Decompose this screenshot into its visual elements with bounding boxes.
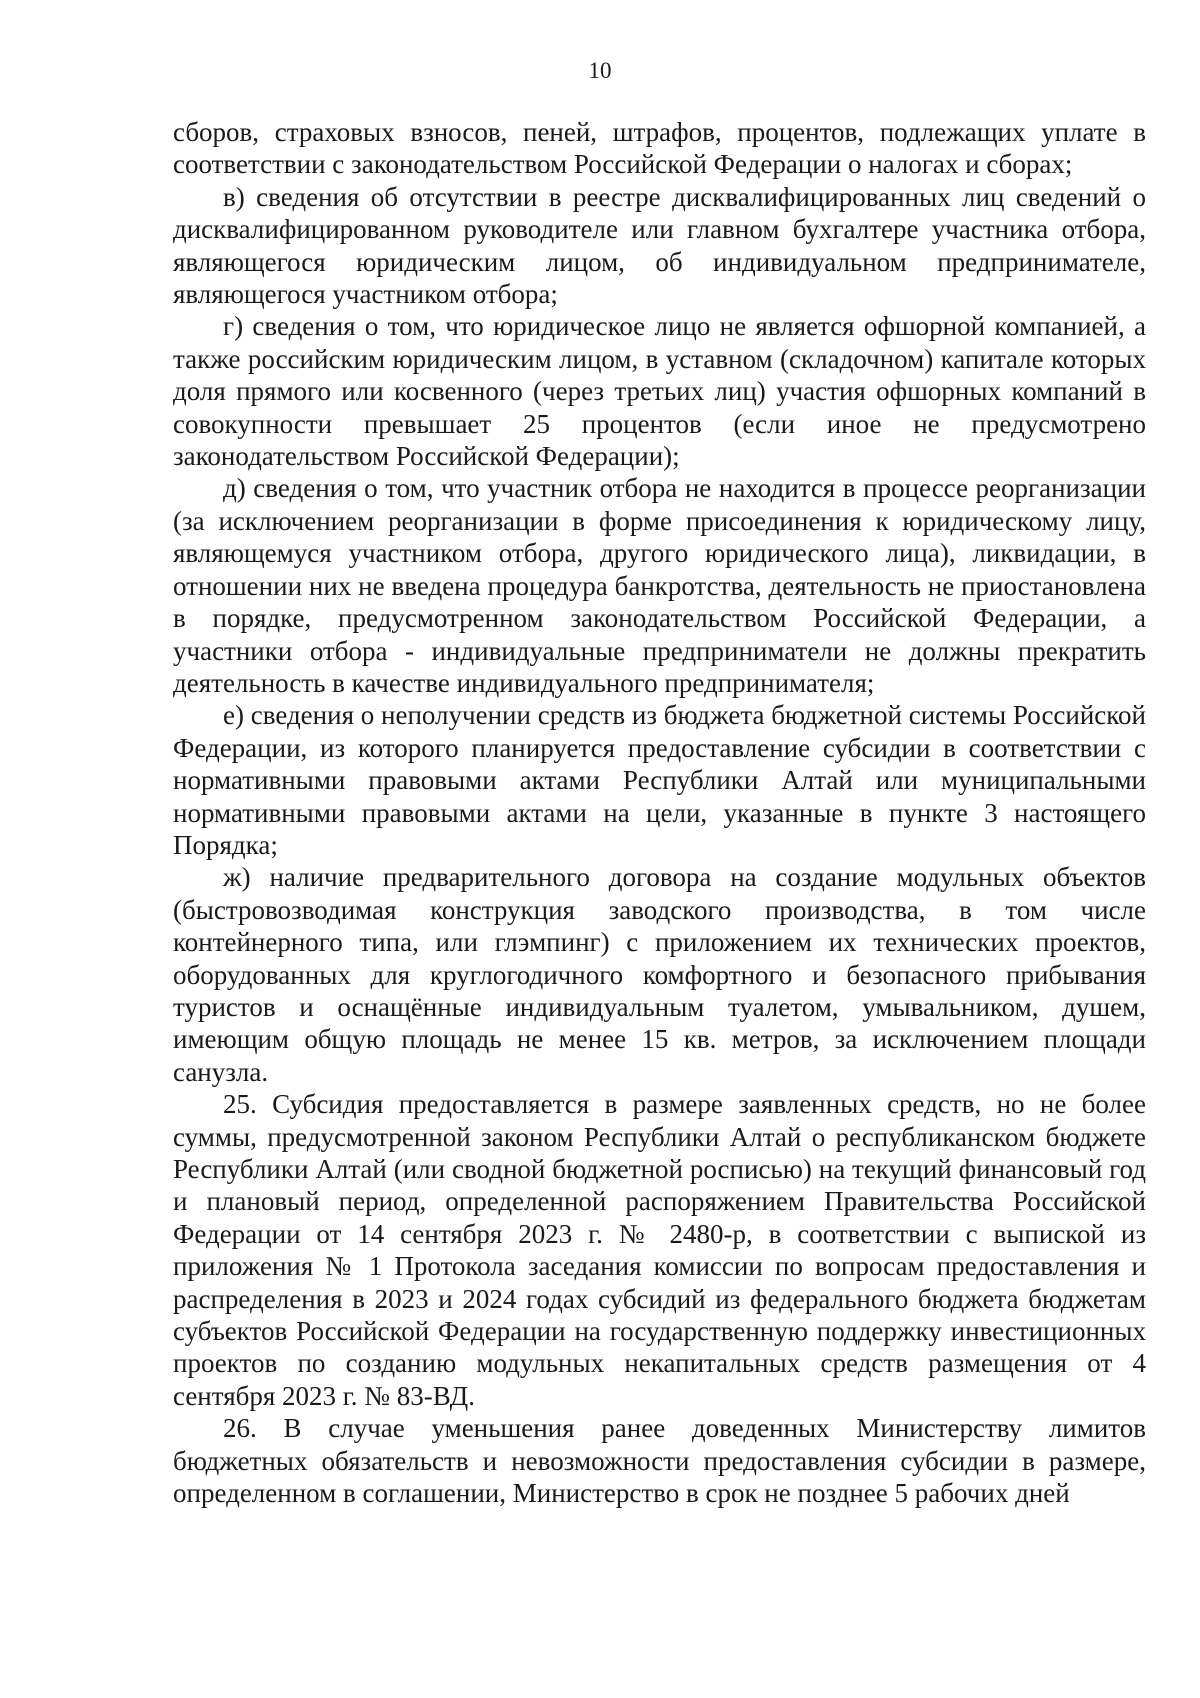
paragraph-item-e: е) сведения о неполучении средств из бюджета бюджетной системы Российской Федерации, из которого планируется предоставление субсидии в соответствии с нормативными правовыми актами Республики Алтай или муниципальными нормативными правовыми актами на цели, указанные в пункте 3 настоящего Порядка; xyxy=(173,700,1146,860)
document-body xyxy=(173,116,1146,1509)
paragraph-item-d: д) сведения о том, что участник отбора не находится в процессе реорганизации (за исключением реорганизации в форме присоединения к юридическому лицу, являющемуся участником отбора, другого юридического лица), ликвидации, в отношении них не введена процедура банкротства, деятельность не приостановлена в порядке, предусмотренном законодательством Российской Федерации, а участники отбора - индивидуальные предприниматели не должны прекратить деятельность в качестве индивидуального предпринимателя; xyxy=(173,473,1146,698)
paragraph-item-g: г) сведения о том, что юридическое лицо не является офшорной компанией, а также российским юридическим лицом, в уставном (складочном) капитале которых доля прямого или косвенного (через третьих лиц) участия офшорных компаний в совокупности превышает 25 процентов (если иное не предусмотрено законодательством Российской Федерации); xyxy=(173,311,1146,472)
paragraph-item-v: в) сведения об отсутствии в реестре дисквалифицированных лиц сведений о дисквалифицированном руководителе или главном бухгалтере участника отбора, являющегося юридическим лицом, об индивидуальном предпринимателе, являющегося участником отбора; xyxy=(173,181,1146,310)
paragraph-taxes-continuation: сборов, страховых взносов, пеней, штрафов, процентов, подлежащих уплате в соответствии с законодательством Российской Федерации о налогах и сборах; xyxy=(173,117,1146,180)
page-number: 10 xyxy=(588,58,612,83)
paragraph-clause-26: 26. В случае уменьшения ранее доведенных Министерству лимитов бюджетных обязательств и невозможности предоставления субсидии в размере, определенном в соглашении, Министерство в срок не позднее 5 рабочих дней xyxy=(173,1413,1146,1509)
paragraph-clause-25: 25. Субсидия предоставляется в размере заявленных средств, но не более суммы, предусмотренной законом Республики Алтай о республиканском бюджете Республики Алтай (или сводной бюджетной росписью) на текущий финансовый год и плановый период, определенной распоряжением Правительства Российской Федерации от 14 сентября 2023 г. № 2480-р, в соответствии с выпиской из приложения № 1 Протокола заседания комиссии по вопросам предоставления и распределения в 2023 и 2024 годах субсидий из федерального бюджета бюджетам субъектов Российской Федерации на государственную поддержку инвестиционных проектов по созданию модульных некапитальных средств размещения от 4 сентября 2023 г. № 83-ВД. xyxy=(173,1089,1146,1411)
paragraph-item-zh: ж) наличие предварительного договора на создание модульных объектов (быстровозводимая конструкция заводского производства, в том числе контейнерного типа, или глэмпинг) с приложением их технических проектов, оборудованных для круглогодичного комфортного и безопасного прибывания туристов и оснащённые индивидуальным туалетом, умывальником, душем, имеющим общую площадь не менее 15 кв. метров, за исключением площади санузла. xyxy=(173,862,1146,1087)
